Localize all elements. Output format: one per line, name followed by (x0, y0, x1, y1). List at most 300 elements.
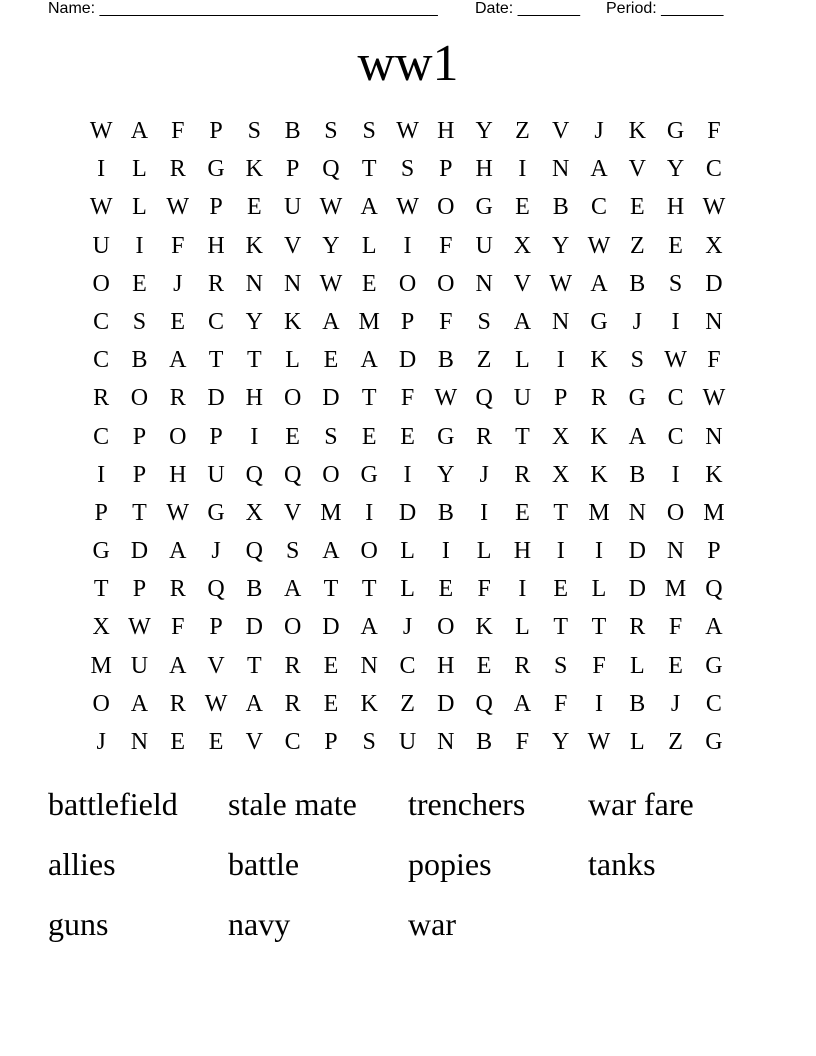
grid-letter[interactable]: S (362, 118, 376, 144)
grid-letter[interactable]: W (128, 614, 151, 641)
grid-letter[interactable]: A (705, 614, 723, 641)
grid-letter[interactable]: P (324, 729, 338, 755)
grid-letter[interactable]: E (553, 576, 569, 603)
grid-letter[interactable]: P (439, 156, 453, 183)
grid-letter[interactable]: A (360, 614, 378, 641)
grid-letter[interactable]: N (705, 308, 723, 335)
grid-letter[interactable]: I (671, 461, 680, 488)
grid-letter[interactable]: T (591, 614, 607, 641)
grid-letter[interactable]: G (705, 652, 723, 679)
letter-grid (82, 112, 733, 761)
grid-letter[interactable]: N (666, 538, 685, 565)
grid-letter[interactable]: P (209, 614, 223, 641)
grid-letter[interactable]: I (250, 423, 259, 450)
grid-letter[interactable]: T (515, 423, 530, 450)
word-list-item: battlefield (48, 786, 178, 822)
grid-letter[interactable]: W (89, 118, 113, 144)
grid-letter[interactable]: S (362, 729, 376, 755)
grid-letter[interactable]: T (553, 499, 569, 526)
grid-letter[interactable]: S (324, 423, 338, 450)
grid-letter[interactable]: B (131, 347, 148, 374)
grid-letter[interactable]: Z (629, 232, 645, 259)
grid-letter[interactable]: O (437, 614, 455, 641)
grid-letter[interactable]: P (209, 118, 223, 144)
grid-letter[interactable]: B (437, 347, 454, 374)
grid-letter[interactable]: K (360, 690, 378, 717)
grid-letter[interactable]: A (590, 270, 608, 297)
grid-letter[interactable]: I (671, 308, 680, 335)
grid-letter[interactable]: R (93, 385, 110, 412)
grid-letter[interactable]: I (441, 538, 450, 565)
grid-letter[interactable]: V (245, 729, 263, 755)
grid-letter[interactable]: Q (475, 385, 493, 412)
grid-letter[interactable]: O (130, 385, 149, 412)
grid-letter[interactable]: B (246, 576, 263, 603)
grid-letter[interactable]: N (245, 270, 263, 297)
grid-letter[interactable]: N (437, 729, 455, 755)
grid-letter[interactable]: L (476, 538, 492, 565)
grid-letter[interactable]: M (90, 652, 112, 679)
word-list-item: war (408, 906, 456, 942)
grid-letter[interactable]: C (705, 690, 722, 717)
grid-letter[interactable]: G (207, 499, 225, 526)
word-list-item: popies (408, 846, 492, 882)
grid-letter[interactable]: E (668, 652, 683, 679)
date-field-label: Date: _______ (475, 0, 580, 17)
grid-letter[interactable]: X (92, 614, 110, 641)
grid-letter[interactable]: T (361, 385, 377, 412)
grid-letter[interactable]: D (705, 270, 723, 297)
grid-letter[interactable]: O (398, 270, 417, 297)
grid-letter[interactable]: A (169, 347, 187, 374)
grid-letter[interactable]: D (398, 347, 417, 374)
grid-letter[interactable]: J (670, 690, 681, 717)
grid-letter[interactable]: K (705, 461, 723, 488)
grid-letter[interactable]: J (479, 461, 489, 488)
grid-letter[interactable]: N (283, 270, 302, 297)
grid-letter[interactable]: S (324, 118, 338, 144)
grid-letter[interactable]: Y (552, 232, 570, 259)
grid-letter[interactable]: I (135, 232, 144, 259)
grid-letter[interactable]: N (628, 499, 646, 526)
grid-letter[interactable]: F (171, 614, 185, 641)
grid-letter[interactable]: T (323, 576, 339, 603)
grid-letter[interactable]: A (360, 347, 378, 374)
grid-letter[interactable]: Q (207, 576, 225, 603)
grid-letter[interactable]: W (549, 270, 573, 297)
grid-letter[interactable]: A (590, 156, 608, 183)
grid-letter[interactable]: I (518, 156, 527, 183)
grid-letter[interactable]: Y (437, 461, 455, 488)
grid-letter[interactable]: W (396, 194, 419, 221)
grid-letter[interactable]: R (169, 385, 186, 412)
page-title: ww1 (357, 35, 459, 92)
grid-letter[interactable]: A (130, 690, 149, 717)
grid-letter[interactable]: Y (322, 232, 340, 259)
grid-letter[interactable]: L (132, 156, 147, 183)
grid-letter[interactable]: F (707, 118, 721, 144)
grid-letter[interactable]: W (587, 232, 611, 259)
grid-letter[interactable]: O (666, 499, 685, 526)
grid-letter[interactable]: G (360, 461, 378, 488)
grid-letter[interactable]: N (552, 156, 570, 183)
grid-letter[interactable]: N (130, 729, 149, 755)
grid-letter[interactable]: T (208, 347, 224, 374)
grid-letter[interactable]: W (396, 118, 419, 144)
grid-letter[interactable]: G (705, 729, 723, 755)
grid-letter[interactable]: M (588, 499, 610, 526)
grid-letter[interactable]: D (322, 614, 340, 641)
grid-letter[interactable]: P (707, 538, 721, 565)
grid-letter[interactable]: L (515, 347, 530, 374)
grid-letter[interactable]: M (358, 308, 380, 335)
grid-letter[interactable]: E (361, 270, 377, 297)
grid-letter[interactable]: J (402, 614, 413, 641)
grid-letter[interactable]: G (628, 385, 646, 412)
grid-letter[interactable]: H (437, 652, 455, 679)
grid-letter[interactable]: P (554, 385, 568, 412)
grid-letter[interactable]: R (514, 652, 531, 679)
grid-letter[interactable]: F (171, 118, 185, 144)
grid-letter[interactable]: I (556, 538, 565, 565)
grid-letter[interactable]: B (284, 118, 301, 144)
grid-letter[interactable]: Q (283, 461, 302, 488)
grid-letter[interactable]: O (92, 270, 110, 297)
grid-letter[interactable]: N (705, 423, 723, 450)
grid-letter[interactable]: X (552, 461, 570, 488)
grid-letter[interactable]: R (514, 461, 531, 488)
grid-letter[interactable]: V (283, 232, 302, 259)
grid-letter[interactable]: V (513, 270, 532, 297)
grid-letter[interactable]: Q (705, 576, 723, 603)
grid-letter[interactable]: M (320, 499, 342, 526)
grid-letter[interactable]: L (629, 729, 645, 755)
grid-letter[interactable]: K (245, 232, 263, 259)
grid-letter[interactable]: W (434, 385, 458, 412)
grid-letter[interactable]: F (400, 385, 415, 412)
grid-letter[interactable]: K (475, 614, 493, 641)
grid-letter[interactable]: T (247, 652, 262, 679)
grid-letter[interactable]: C (667, 423, 684, 450)
grid-letter[interactable]: I (595, 690, 603, 717)
grid-letter[interactable]: H (207, 232, 225, 259)
grid-letter[interactable]: S (554, 652, 568, 679)
grid-letter[interactable]: V (207, 652, 225, 679)
grid-letter[interactable]: R (629, 614, 646, 641)
grid-letter[interactable]: B (476, 729, 493, 755)
grid-letter[interactable]: C (93, 308, 110, 335)
grid-letter[interactable]: Y (475, 118, 493, 144)
grid-letter[interactable]: E (247, 194, 262, 221)
grid-letter[interactable]: R (284, 652, 301, 679)
grid-letter[interactable]: W (319, 270, 343, 297)
grid-letter[interactable]: T (132, 499, 147, 526)
grid-letter[interactable]: D (130, 538, 149, 565)
grid-letter[interactable]: B (437, 499, 454, 526)
grid-letter[interactable]: I (556, 347, 565, 374)
grid-letter[interactable]: J (632, 308, 642, 335)
grid-letter[interactable]: X (705, 232, 723, 259)
grid-letter[interactable]: K (590, 423, 608, 450)
grid-letter[interactable]: Z (476, 347, 492, 374)
grid-letter[interactable]: P (285, 156, 300, 183)
grid-letter[interactable]: D (398, 499, 417, 526)
grid-letter[interactable]: Z (668, 729, 683, 755)
grid-letter[interactable]: D (628, 538, 646, 565)
grid-letter[interactable]: Z (400, 690, 415, 717)
grid-letter[interactable]: W (166, 194, 190, 221)
grid-letter[interactable]: V (283, 499, 302, 526)
grid-letter[interactable]: C (208, 308, 225, 335)
grid-letter[interactable]: E (438, 576, 454, 603)
grid-letter[interactable]: C (591, 194, 608, 221)
grid-letter[interactable]: K (245, 156, 263, 183)
grid-letter[interactable]: S (668, 270, 683, 297)
grid-letter[interactable]: A (283, 576, 302, 603)
grid-letter[interactable]: F (592, 652, 606, 679)
grid-letter[interactable]: D (628, 576, 646, 603)
grid-letter[interactable]: A (322, 538, 340, 565)
grid-letter[interactable]: Y (552, 729, 570, 755)
grid-letter[interactable]: A (169, 538, 187, 565)
grid-letter[interactable]: W (587, 729, 611, 755)
grid-letter[interactable]: J (211, 538, 221, 565)
grid-letter[interactable]: L (361, 232, 377, 259)
grid-letter[interactable]: S (630, 347, 644, 374)
grid-letter[interactable]: W (89, 194, 113, 221)
grid-letter[interactable]: P (209, 423, 223, 450)
grid-letter[interactable]: A (513, 690, 532, 717)
grid-letter[interactable]: G (666, 118, 685, 144)
grid-letter[interactable]: H (666, 194, 685, 221)
grid-letter[interactable]: G (207, 156, 225, 183)
grid-letter[interactable]: I (365, 499, 374, 526)
grid-letter[interactable]: U (283, 194, 302, 221)
grid-letter[interactable]: Y (666, 156, 685, 183)
grid-letter[interactable]: E (323, 690, 339, 717)
grid-letter[interactable]: I (403, 461, 412, 488)
grid-letter[interactable]: C (399, 652, 416, 679)
grid-letter[interactable]: L (400, 538, 415, 565)
grid-letter[interactable]: S (477, 308, 491, 335)
grid-letter[interactable]: H (245, 385, 263, 412)
grid-letter[interactable]: Q (475, 690, 493, 717)
grid-letter[interactable]: T (361, 576, 377, 603)
grid-letter[interactable]: L (515, 614, 530, 641)
grid-letter[interactable]: U (92, 232, 110, 259)
grid-letter[interactable]: Q (322, 156, 340, 183)
grid-letter[interactable]: T (247, 347, 262, 374)
grid-letter[interactable]: O (283, 385, 302, 412)
word-list (48, 780, 768, 960)
grid-letter[interactable]: W (204, 690, 228, 717)
grid-letter[interactable]: J (173, 270, 183, 297)
grid-letter[interactable]: C (667, 385, 684, 412)
grid-letter[interactable]: R (591, 385, 608, 412)
grid-letter[interactable]: A (628, 423, 646, 450)
grid-letter[interactable]: K (590, 347, 608, 374)
grid-letter[interactable]: U (207, 461, 225, 488)
grid-letter[interactable]: D (322, 385, 340, 412)
grid-letter[interactable]: E (323, 347, 339, 374)
grid-letter[interactable]: H (475, 156, 493, 183)
grid-letter[interactable]: O (437, 270, 455, 297)
grid-letter[interactable]: X (513, 232, 532, 259)
grid-letter[interactable]: P (132, 576, 147, 603)
grid-letter[interactable]: V (552, 118, 570, 144)
grid-letter[interactable]: W (664, 347, 687, 374)
grid-letter[interactable]: S (285, 538, 300, 565)
grid-letter[interactable]: E (170, 729, 186, 755)
grid-letter[interactable]: E (515, 194, 530, 221)
grid-letter[interactable]: B (552, 194, 569, 221)
grid-letter[interactable]: U (130, 652, 149, 679)
grid-letter[interactable]: H (169, 461, 187, 488)
grid-letter[interactable]: E (285, 423, 300, 450)
grid-letter[interactable]: K (590, 461, 608, 488)
grid-letter[interactable]: F (477, 576, 491, 603)
grid-letter[interactable]: F (171, 232, 185, 259)
grid-letter[interactable]: O (437, 194, 455, 221)
grid-letter[interactable]: J (96, 729, 106, 755)
grid-letter[interactable]: L (591, 576, 607, 603)
grid-letter[interactable]: G (590, 308, 608, 335)
grid-letter[interactable]: X (552, 423, 570, 450)
grid-letter[interactable]: P (94, 499, 108, 526)
grid-letter[interactable]: H (437, 118, 455, 144)
grid-letter[interactable]: A (130, 118, 149, 144)
grid-letter[interactable]: O (92, 690, 110, 717)
grid-letter[interactable]: E (668, 232, 683, 259)
grid-letter[interactable]: G (92, 538, 110, 565)
grid-letter[interactable]: N (360, 652, 378, 679)
grid-letter[interactable]: O (360, 538, 378, 565)
grid-letter[interactable]: A (245, 690, 263, 717)
grid-letter[interactable]: S (247, 118, 262, 144)
grid-letter[interactable]: G (437, 423, 455, 450)
grid-letter[interactable]: O (322, 461, 340, 488)
grid-letter[interactable]: E (629, 194, 645, 221)
grid-letter[interactable]: L (400, 576, 415, 603)
word-list-item: stale mate (228, 786, 357, 822)
grid-letter[interactable]: C (93, 347, 110, 374)
grid-letter[interactable]: E (515, 499, 530, 526)
grid-letter[interactable]: F (668, 614, 683, 641)
grid-letter[interactable]: G (475, 194, 493, 221)
grid-letter[interactable]: E (170, 308, 186, 335)
grid-letter[interactable]: A (169, 652, 187, 679)
grid-letter[interactable]: E (400, 423, 415, 450)
grid-letter[interactable]: R (284, 690, 301, 717)
grid-letter[interactable]: Z (515, 118, 530, 144)
grid-letter[interactable]: Q (245, 461, 263, 488)
grid-letter[interactable]: T (361, 156, 377, 183)
grid-letter[interactable]: R (169, 156, 186, 183)
grid-letter[interactable]: L (629, 652, 645, 679)
grid-letter[interactable]: B (629, 270, 646, 297)
grid-letter[interactable]: R (169, 690, 186, 717)
grid-letter[interactable]: P (400, 308, 415, 335)
grid-letter[interactable]: I (518, 576, 527, 603)
grid-letter[interactable]: F (554, 690, 568, 717)
grid-letter[interactable]: F (439, 308, 453, 335)
grid-letter[interactable]: L (132, 194, 147, 221)
grid-letter[interactable]: F (439, 232, 453, 259)
grid-letter[interactable]: L (285, 347, 300, 374)
grid-letter[interactable]: I (403, 232, 412, 259)
grid-letter[interactable]: O (283, 614, 302, 641)
grid-letter[interactable]: N (552, 308, 570, 335)
grid-letter[interactable]: I (97, 461, 106, 488)
grid-letter[interactable]: V (628, 156, 646, 183)
grid-letter[interactable]: B (629, 461, 646, 488)
grid-letter[interactable]: C (284, 729, 301, 755)
grid-letter[interactable]: E (132, 270, 147, 297)
grid-letter[interactable]: P (132, 423, 147, 450)
grid-letter[interactable]: U (398, 729, 417, 755)
grid-letter[interactable]: I (595, 538, 603, 565)
grid-letter[interactable]: K (628, 118, 646, 144)
grid-letter[interactable]: C (705, 156, 722, 183)
grid-letter[interactable]: F (707, 347, 721, 374)
grid-letter[interactable]: I (97, 156, 106, 183)
grid-letter[interactable]: X (245, 499, 263, 526)
word-list-item: trenchers (408, 786, 526, 822)
grid-letter[interactable]: C (93, 423, 110, 450)
grid-letter[interactable]: S (132, 308, 147, 335)
grid-letter[interactable]: J (594, 118, 604, 144)
grid-letter[interactable]: Y (245, 308, 263, 335)
grid-letter[interactable]: W (166, 499, 190, 526)
grid-letter[interactable]: A (513, 308, 532, 335)
grid-letter[interactable]: K (283, 308, 302, 335)
grid-letter[interactable]: R (476, 423, 493, 450)
grid-letter[interactable]: F (515, 729, 530, 755)
grid-letter[interactable]: D (437, 690, 455, 717)
period-field-label: Period: _______ (606, 0, 724, 17)
grid-letter[interactable]: W (702, 194, 726, 221)
grid-letter[interactable]: A (322, 308, 340, 335)
grid-letter[interactable]: P (209, 194, 223, 221)
grid-letter[interactable]: T (553, 614, 569, 641)
grid-letter[interactable]: E (208, 729, 224, 755)
grid-letter[interactable]: N (475, 270, 493, 297)
grid-letter[interactable]: D (245, 614, 263, 641)
grid-letter[interactable]: W (702, 385, 726, 412)
grid-letter[interactable]: Q (245, 538, 263, 565)
grid-letter[interactable]: H (513, 538, 532, 565)
grid-letter[interactable]: I (480, 499, 489, 526)
grid-letter[interactable]: M (703, 499, 725, 526)
grid-letter[interactable]: U (475, 232, 493, 259)
grid-letter[interactable]: A (360, 194, 378, 221)
grid-letter[interactable]: P (132, 461, 147, 488)
grid-letter[interactable]: M (664, 576, 687, 603)
grid-letter[interactable]: D (207, 385, 225, 412)
grid-letter[interactable]: E (323, 652, 339, 679)
grid-letter[interactable]: S (400, 156, 415, 183)
word-list-item: battle (228, 846, 300, 882)
grid-letter[interactable]: W (319, 194, 343, 221)
grid-letter[interactable]: R (208, 270, 225, 297)
grid-letter[interactable]: E (361, 423, 377, 450)
grid-letter[interactable]: B (629, 690, 646, 717)
grid-letter[interactable]: O (169, 423, 187, 450)
grid-letter[interactable]: T (93, 576, 109, 603)
grid-letter[interactable]: U (513, 385, 532, 412)
grid-letter[interactable]: R (169, 576, 186, 603)
grid-letter[interactable]: E (476, 652, 492, 679)
